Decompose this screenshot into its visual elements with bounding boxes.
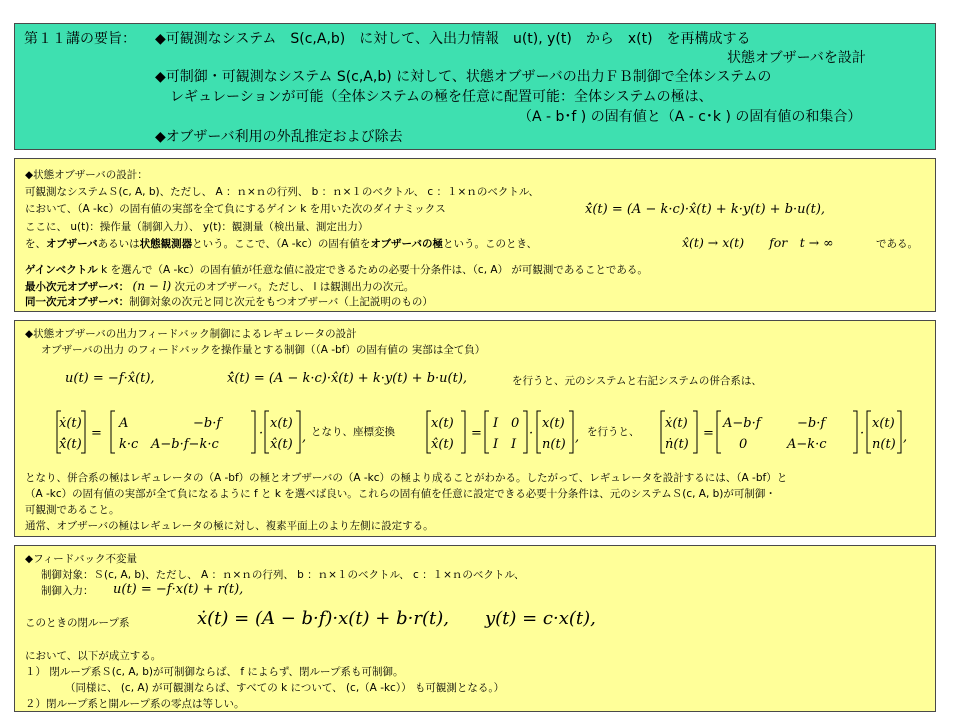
invariance-heading: ◆フィードバック不変量 (25, 553, 138, 565)
observer-line-6: 最小次元オブザーバ： (n − l) 次元のオブザーバ。ただし、 l は観測出力の次元。 (25, 279, 415, 293)
svg-text:A−b·f: A−b·f (723, 416, 761, 431)
svg-text:,: , (575, 430, 580, 445)
observer-pole-term: オブザーバの極 (370, 238, 444, 250)
observer-term: オブザーバ (46, 238, 98, 250)
svg-text:x(t): x(t) (270, 416, 293, 431)
summary-line-5: ◆オブザーバ利用の外乱推定および除去 (155, 129, 403, 145)
observer-line-7: 同一次元オブザーバ：制御対象の次元と同じ次元をもつオブザーバ（上記説明のもの） (25, 296, 433, 308)
svg-text:,: , (302, 430, 307, 445)
invariance-line-4: において、以下が成立する。 (25, 650, 162, 662)
observer-line-1: 可観測なシステムＳ(c, A, b)、ただし、 A ：ｎ×ｎの行列、 b ：ｎ×１のベクトル、 c ：１×ｎのベクトル、 (25, 186, 539, 198)
svg-text:−b·f: −b·f (193, 416, 222, 431)
svg-text:·: · (259, 426, 264, 441)
svg-text:·: · (529, 426, 534, 441)
svg-text:I: I (493, 416, 499, 431)
svg-text:A−b·f−k·c: A−b·f−k·c (151, 437, 219, 452)
regulator-note-1: を行うと、元のシステムと右記システムの併合系は、 (512, 375, 762, 387)
regulator-para-2: （A -kc）の固有値の実部が全て負になるように f と k を選べば良い。これらの固有値を任意に設定できる必要十分条件は、元のシステムＳ(c, A, b)が可制御・ (25, 488, 776, 500)
invariance-line-2: 制御入力： (41, 585, 94, 597)
minimal-observer-term: 最小次元オブザーバ： (25, 281, 130, 293)
svg-text:x(t): x(t) (872, 416, 895, 431)
observer-dynamics-equation: x̂̇(t) = (A − k·c)·x̂(t) + k·y(t) + b·u(t), (227, 371, 468, 386)
regulator-heading: ◆状態オブザーバの出力フィードバック制御によるレギュレータの設計 (25, 328, 357, 340)
regulator-para-4: 通常、オブザーバの極はレギュレータの極に対し、複素平面上のより左側に設定する。 (25, 520, 434, 532)
svg-text:ṅ(t): ṅ(t) (665, 437, 689, 452)
svg-text:n(t): n(t) (542, 437, 566, 452)
invariance-line-6: （同様に、 (c, A) が可観測ならば、すべての k について、 (c,（A -kc）） も可観測となる。） (65, 682, 505, 694)
regulator-para-3: 可観測であること。 (25, 504, 120, 516)
observer-line-5: ゲインベクトル k を選んで（A -kc）の固有値が任意な値に設定できるための必要十分条件は、（c, A） が可観測であることである。 (25, 264, 648, 276)
invariance-box (14, 545, 936, 712)
observer-box (14, 158, 936, 312)
invariance-line-3: このときの閉ループ系 (25, 617, 130, 629)
svg-text:=: = (703, 426, 714, 441)
summary-line-1: ◆可観測なシステム S(c,A,b) に対して、入出力情報 u(t), y(t) から x(t) を再構成する (155, 31, 751, 47)
summary-line-1b: 状態オブザーバを設計 (727, 50, 866, 66)
regulator-para-1: となり、併合系の極はレギュレータの（A -bf）の極とオブザーバの（A -kc）の極より成ることがわかる。したがって、レギュレータを設計するには、（A -bf）と (25, 472, 788, 484)
summary-box (14, 23, 936, 150)
observer-line-4: を、オブザーバあるいは状態観測器という。ここで、（A -kc）の固有値をオブザーバの極という。このとき、 (25, 238, 538, 250)
summary-line-3: レギュレーションが可能（全体システムの極を任意に配置可能：全体システムの極は、 (170, 89, 713, 105)
invariance-line-1: 制御対象：Ｓ(c, A, b)、ただし、 A ：ｎ×ｎの行列、 b ：ｎ×１のベクトル、 c ：１×ｎのベクトル、 (41, 569, 525, 581)
regulator-line-1: オブザーバの出力 のフィードバックを操作量とする制御（（A -bf）の固有値の 実部は全て負） (41, 344, 486, 356)
regulator-box (14, 320, 936, 537)
invariance-line-7: ２）閉ループ系と開ループ系の零点は等しい。 (25, 698, 245, 710)
svg-text:A−k·c: A−k·c (787, 437, 827, 452)
svg-text:I: I (511, 437, 517, 452)
svg-text:−b·f: −b·f (797, 416, 826, 431)
svg-text:=: = (91, 426, 102, 441)
svg-text:A: A (119, 416, 129, 431)
svg-text:=: = (471, 426, 482, 441)
svg-text:ẋ(t): ẋ(t) (665, 416, 688, 431)
full-order-observer-term: 同一次元オブザーバ： (25, 296, 130, 308)
observer-equation: x̂̇(t) = (A − k·c)·x̂(t) + k·y(t) + b·u(t), (585, 202, 826, 217)
svg-text:I: I (493, 437, 499, 452)
summary-line-4: （A - b･f ) の固有値と（A - c･k ) の固有値の和集合） (518, 109, 862, 125)
summary-line-2: ◆可制御・可観測なシステム S(c,A,b) に対して、状態オブザーバの出力ＦＢ制御で全体システムの (155, 69, 772, 85)
combined-system-matrix (51, 409, 321, 455)
svg-text:n(t): n(t) (872, 437, 896, 452)
gain-vector-term: ゲインベクトル (25, 264, 98, 276)
observer-line-3: ここに、 u(t)：操作量（制御入力）、 y(t)：観測量（検出量、測定出力） (25, 221, 369, 233)
svg-text:k·c: k·c (119, 437, 139, 452)
svg-text:x(t): x(t) (431, 416, 454, 431)
transformed-system-matrix (657, 409, 907, 455)
svg-text:0: 0 (739, 437, 748, 452)
svg-text:x̂(t): x̂(t) (431, 437, 454, 452)
observer-convergence: x̂(t) → x(t) for t → ∞ (682, 235, 834, 250)
svg-text:·: · (860, 426, 865, 441)
regulator-note-3: を行うと、 (587, 426, 640, 438)
svg-text:x̂̇(t): x̂̇(t) (59, 437, 82, 452)
coordinate-transform-matrix (423, 409, 583, 455)
svg-text:x(t): x(t) (542, 416, 565, 431)
svg-text:x̂(t): x̂(t) (270, 437, 293, 452)
observer-line-2: において、（A -kc）の固有値の実部を全て負にするゲイン k を用いた次のダイナミックス (25, 203, 446, 215)
invariance-line-5: １） 閉ループ系Ｓ(c, A, b)が可制御ならば、 f によらず、閉ループ系も可制御。 (25, 666, 404, 678)
regulator-note-2: となり、座標変換 (311, 426, 395, 438)
feedback-input-equation: u(t) = −f·x(t) + r(t), (113, 582, 244, 597)
observer-heading: ◆状態オブザーバの設計： (25, 169, 148, 181)
state-observer-term: 状態観測器 (139, 238, 193, 250)
svg-text:ẋ(t): ẋ(t) (59, 416, 82, 431)
control-law-equation: u(t) = −f·x̂(t), (65, 371, 155, 386)
svg-text:0: 0 (511, 416, 520, 431)
closed-loop-equation: ẋ(t) = (A − b·f)·x(t) + b·r(t), y(t) = c·x(t), (197, 608, 596, 629)
summary-lead: 第１１講の要旨： (24, 31, 136, 47)
observer-line-4-end: である。 (876, 238, 918, 250)
svg-text:,: , (903, 430, 907, 445)
